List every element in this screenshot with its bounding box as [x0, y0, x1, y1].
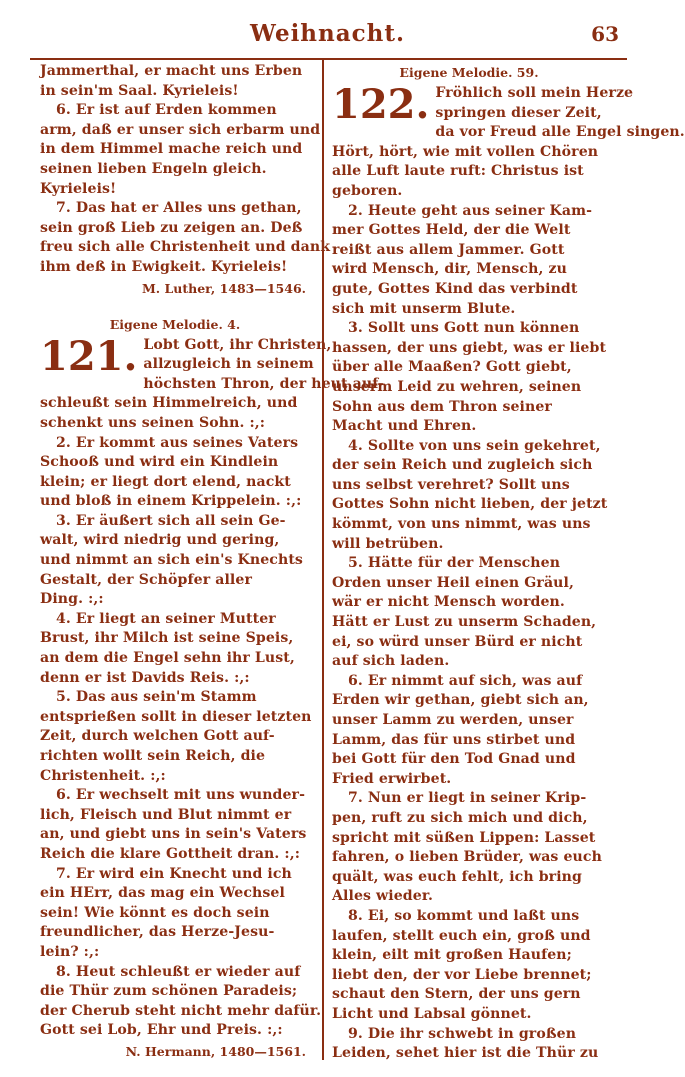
verse-line: ein HErr, das mag ein Wechsel [40, 885, 285, 902]
verse-line: Lamm, das für uns stirbet und [332, 731, 576, 748]
verse-line: 2. Er kommt aus seines Vaters [56, 434, 299, 451]
verse-block [40, 375, 384, 434]
verse-line: klein; er liegt dort elend, nackt [40, 473, 291, 490]
verse-line: denn er ist Davids Reis. :,: [40, 669, 250, 686]
verse-line: unserm Leid zu wehren, seinen [332, 378, 582, 395]
verse-line: an dem die Engel sehn ihr Lust, [40, 650, 295, 667]
verse-line: 4. Sollte von uns sein gekehret, [348, 437, 601, 454]
verse-line: Orden unser Heil einen Gräul, [332, 574, 574, 591]
verse-line: alle Luft laute ruft: Christus ist [332, 163, 584, 180]
verse-block [332, 554, 606, 672]
verse-line: freundlicher, das Herze-Jesu- [40, 924, 275, 941]
verse-line: Macht und Ehren. [332, 418, 477, 435]
verse-line: liebt den, der vor Liebe brennet; [332, 966, 592, 983]
verse-line: seinen lieben Engeln gleich. [40, 160, 267, 177]
verse-line: da vor Freud alle Engel singen. [435, 124, 685, 141]
verse-block [332, 1025, 606, 1064]
verse-line: 6. Er ist auf Erden kommen [56, 102, 277, 119]
verse-line: bei Gott für den Tod Gnad und [332, 751, 576, 768]
verse-line: freu sich alle Christenheit und dank [40, 239, 331, 256]
verse-block [40, 512, 310, 610]
verse-line: und nimmt an sich ein's Knechts [40, 552, 303, 569]
verse-block [332, 202, 606, 320]
verse-line: 2. Heute geht aus seiner Kam- [348, 202, 593, 219]
verse-line: Schooß und wird ein Kindlein [40, 454, 279, 471]
verse-line: 7. Nun er liegt in seiner Krip- [348, 790, 587, 807]
author-credit: N. Hermann, 1480—1561. [125, 1043, 306, 1059]
verse-line: klein, eilt mit großen Haufen; [332, 947, 572, 964]
verse-line: Leiden, sehet hier ist die Thür zu [332, 1045, 599, 1062]
verse-block [40, 963, 322, 1041]
verse-line: 5. Hätte für der Menschen [348, 555, 561, 572]
verse-line: Hätt er Lust zu unserm Schaden, [332, 614, 597, 631]
verse-line: pen, ruft zu sich mich und dich, [332, 809, 588, 826]
verse-line: 9. Die ihr schwebt in großen [348, 1025, 577, 1042]
verse-line: kömmt, von uns nimmt, was uns [332, 516, 591, 533]
verse-line: Gott sei Lob, Ehr und Preis. :,: [40, 1022, 283, 1039]
hymn-number: 121. [40, 332, 138, 380]
right-column [332, 62, 685, 1064]
verse-line: quält, was euch fehlt, ich bring [332, 868, 582, 885]
verse-line: ei, so würd unser Bürd er nicht [332, 633, 583, 650]
verse-line: Gestalt, der Schöpfer aller [40, 571, 252, 588]
verse-line: Fried erwirbet. [332, 770, 452, 787]
melody-label: Eigene Melodie. 4. [109, 316, 241, 332]
verse-block [40, 786, 310, 864]
verse-line: Kyrieleis! [40, 180, 117, 197]
verse-line: sich mit unserm Blute. [332, 300, 516, 317]
verse-line: uns selbst verehret? Sollt uns [332, 476, 570, 493]
verse-block [40, 610, 310, 688]
verse-line: in dem Himmel mache reich und [40, 141, 303, 158]
verse-line: der sein Reich und zugleich sich [332, 457, 593, 474]
verse-block [332, 123, 685, 201]
verse-line: unser Lamm zu werden, unser [332, 712, 574, 728]
verse-line: Hört, hört, wie mit vollen Chören [332, 143, 599, 160]
hymn-121-opening [40, 332, 332, 380]
verse-line: richten wollt sein Reich, die [40, 748, 266, 764]
page-header [30, 18, 625, 52]
verse-line: 8. Heut schleußt er wieder auf [56, 963, 301, 980]
verse-line: spricht mit süßen Lippen: Lasset [332, 829, 596, 846]
melody-label: Eigene Melodie. 59. [399, 65, 539, 80]
verse-line: Ding. :,: [40, 591, 104, 608]
verse-block [332, 672, 606, 790]
verse-line: die Thür zum schönen Paradeis; [40, 983, 298, 1000]
verse-line: 6. Er nimmt auf sich, was auf [348, 672, 583, 689]
verse-line: Alles wieder. [332, 888, 434, 905]
column-divider [322, 60, 324, 1060]
verse-line: laufen, stellt euch ein, groß und [332, 927, 591, 944]
verse-line: an, und giebt uns in sein's Vaters [40, 826, 307, 843]
verse-line: der Cherub steht nicht mehr dafür. [40, 1002, 322, 1019]
verse-line: und bloß in einem Krippelein. :,: [40, 493, 302, 510]
verse-line: entsprießen sollt in dieser letzten [40, 708, 312, 725]
verse-line: in sein'm Saal. Kyrieleis! [40, 82, 239, 99]
verse-line: Sohn aus dem Thron seiner [332, 398, 552, 415]
header-rule [30, 58, 627, 60]
verse-line: walt, wird niedrig und gering, [40, 532, 280, 549]
verse-block [40, 865, 310, 963]
verse-line: sein! Wie könnt es doch sein [40, 904, 270, 921]
verse-line: arm, daß er unser sich erbarm und [40, 121, 321, 138]
verse-line: über alle Maaßen? Gott giebt, [332, 359, 572, 376]
verse-line: Licht und Labsal gönnet. [332, 1005, 532, 1022]
verse-block [40, 101, 321, 199]
verse-line: 4. Er liegt an seiner Mutter [56, 610, 276, 627]
verse-block [40, 62, 310, 101]
verse-line: lein? :,: [40, 943, 100, 960]
verse-line: 5. Das aus sein'm Stamm [56, 689, 257, 706]
verse-line: lich, Fleisch und Blut nimmt er [40, 806, 292, 823]
verse-line: fahren, o lieben Brüder, was euch [332, 849, 602, 866]
verse-line: wär er nicht Mensch worden. [332, 594, 565, 611]
verse-line: mer Gottes Held, der die Welt [332, 222, 571, 239]
hymn-122-opening [332, 81, 634, 128]
verse-block [40, 688, 310, 786]
verse-line: Fröhlich soll mein Herze [435, 85, 634, 101]
page-number: 63 [591, 22, 619, 46]
verse-line: sein groß Lieb zu zeigen an. Deß [40, 219, 303, 236]
verse-block [40, 434, 310, 512]
verse-line: Jammerthal, er macht uns Erben [40, 63, 303, 79]
verse-block [40, 199, 331, 277]
verse-line: springen dieser Zeit, [435, 104, 602, 121]
verse-line: will betrüben. [332, 535, 444, 552]
verse-line: Christenheit. :,: [40, 767, 166, 784]
verse-line: reißt aus allem Jammer. Gott [332, 241, 565, 258]
verse-block [332, 437, 606, 555]
verse-line: Lobt Gott, ihr Christen, [143, 336, 332, 353]
verse-line: schaut den Stern, der uns gern [332, 986, 581, 1003]
verse-line: 7. Er wird ein Knecht und ich [56, 865, 292, 882]
verse-line: schenkt uns seinen Sohn. :,: [40, 414, 266, 431]
verse-line: Reich die klare Gottheit dran. :,: [40, 845, 301, 862]
verse-line: Brust, ihr Milch ist seine Speis, [40, 630, 294, 647]
verse-line: 3. Er äußert sich all sein Ge- [56, 512, 286, 529]
verse-line: Gottes Sohn nicht lieben, der jetzt [332, 496, 608, 513]
running-title: Weihnacht. [249, 20, 406, 47]
verse-block [332, 907, 606, 1025]
verse-line: auf sich laden. [332, 653, 450, 670]
verse-line: geboren. [332, 182, 403, 199]
verse-line: Zeit, durch welchen Gott auf- [40, 728, 275, 745]
verse-line: 3. Sollt uns Gott nun können [348, 320, 580, 337]
verse-line: hassen, der uns giebt, was er liebt [332, 339, 607, 356]
verse-line: gute, Gottes Kind das verbindt [332, 280, 578, 297]
verse-line: ihm deß in Ewigkeit. Kyrieleis! [40, 258, 288, 275]
verse-line: 7. Das hat er Alles uns gethan, [56, 200, 302, 217]
verse-line: 8. Ei, so kommt und laßt uns [348, 907, 580, 924]
verse-line: schleußt sein Himmelreich, und [40, 395, 298, 412]
author-credit: M. Luther, 1483—1546. [141, 280, 306, 296]
verse-line: 6. Er wechselt mit uns wunder- [56, 787, 306, 804]
verse-line: allzugleich in seinem [143, 356, 314, 373]
hymn-number: 122. [332, 81, 430, 128]
verse-line: Erden wir gethan, giebt sich an, [332, 692, 589, 709]
verse-block [332, 319, 606, 437]
verse-block [332, 789, 606, 907]
verse-line: höchsten Thron, der heut auf- [143, 375, 384, 392]
verse-line: wird Mensch, dir, Mensch, zu [332, 261, 567, 278]
